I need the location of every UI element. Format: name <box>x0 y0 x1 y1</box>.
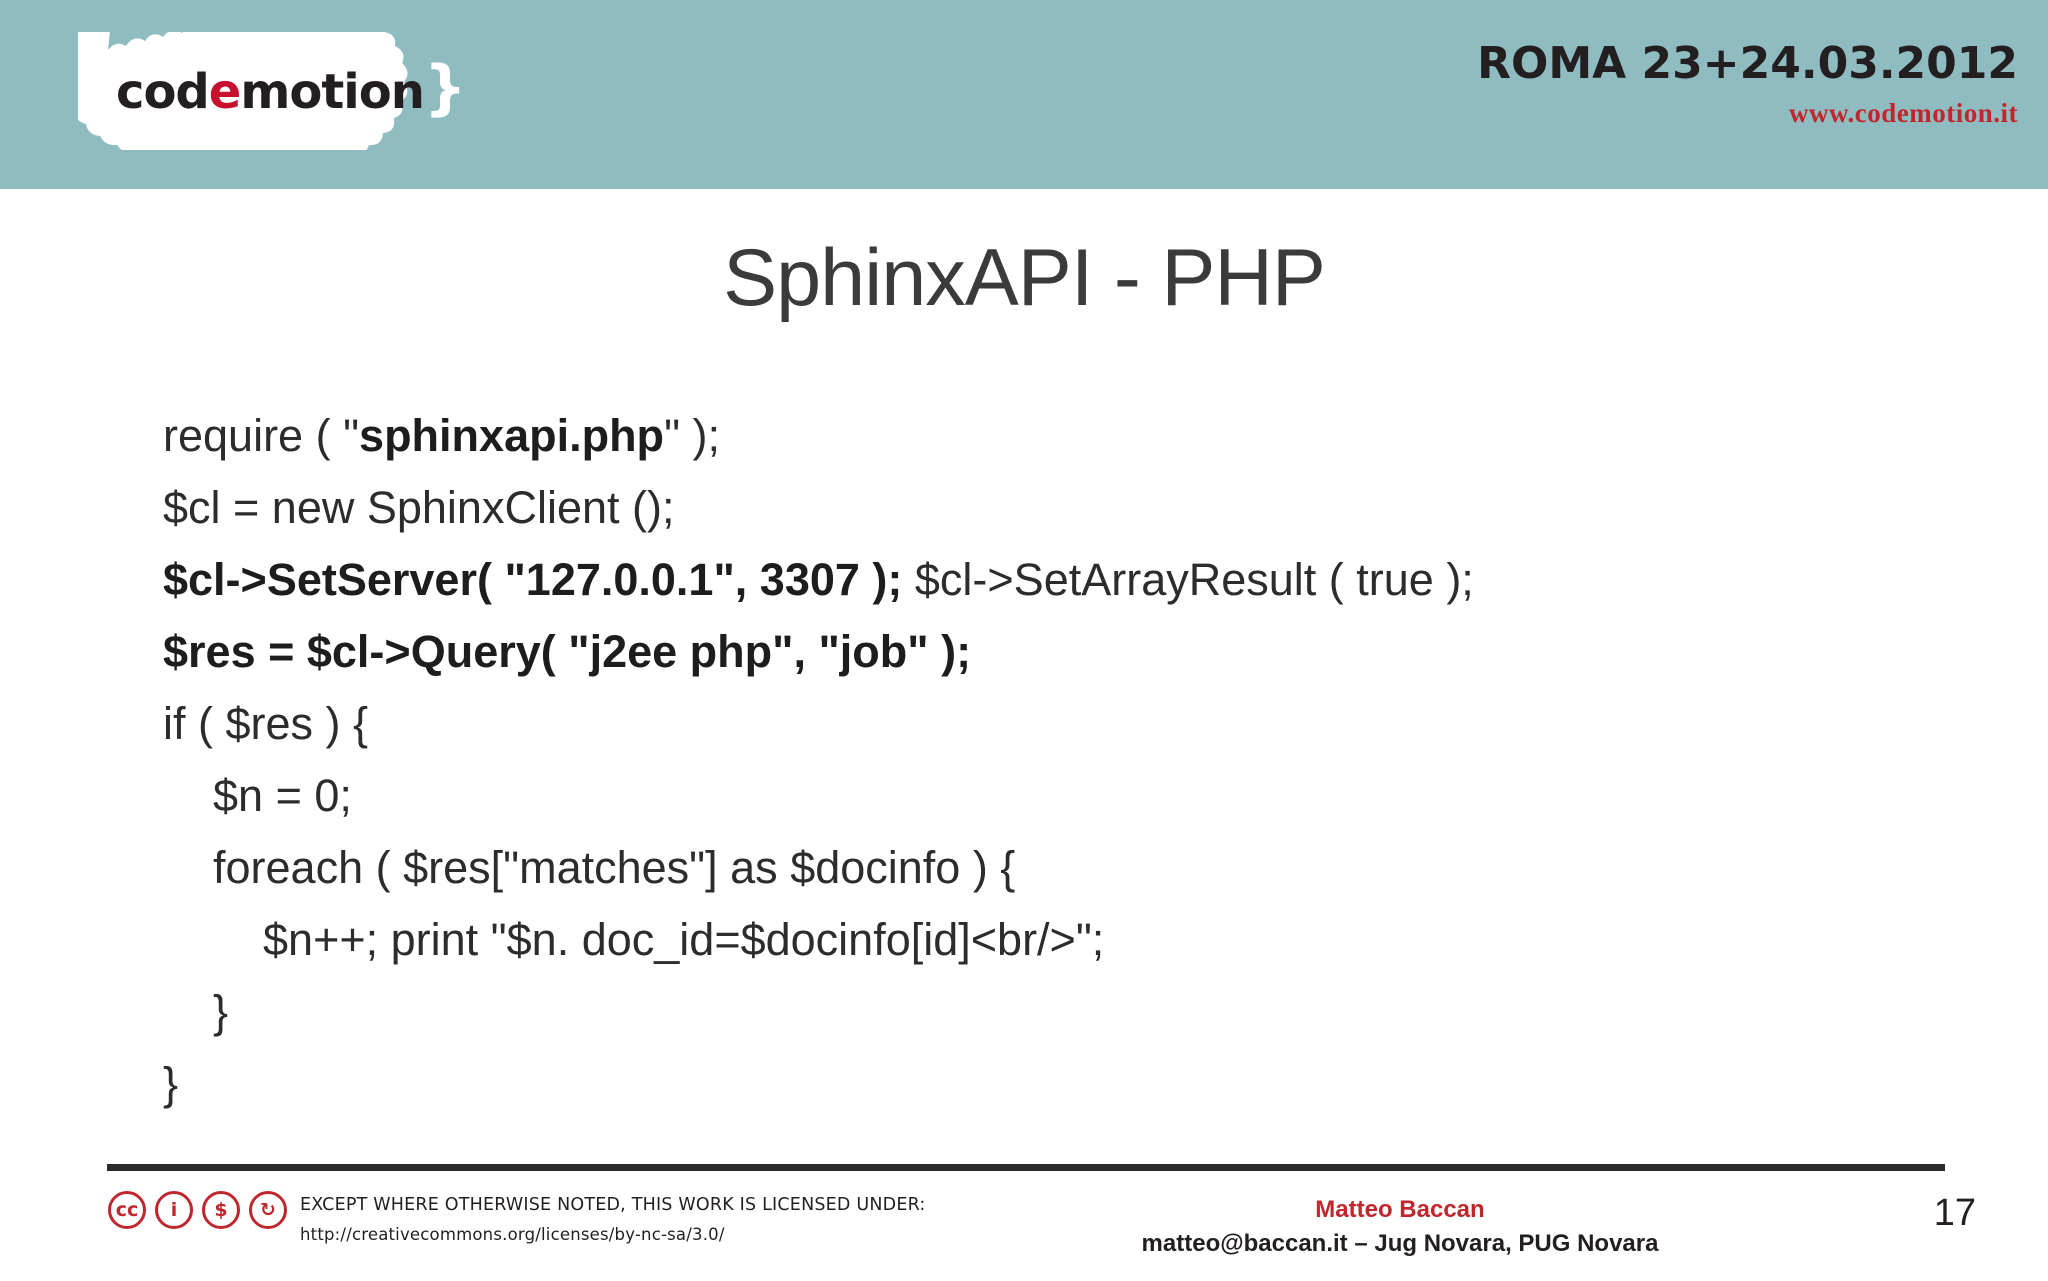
code-text-bold: $cl->SetServer( "127.0.0.1", 3307 ); <box>163 554 903 605</box>
creative-commons-icons <box>108 1191 287 1229</box>
code-line <box>163 760 1983 832</box>
cc-sa-icon: ↻ <box>249 1191 287 1229</box>
event-website-link[interactable]: www.codemotion.it <box>1789 98 2018 128</box>
license-line-1: EXCEPT WHERE OTHERWISE NOTED, THIS WORK IS LICENSED UNDER: <box>300 1195 926 1215</box>
code-line <box>163 1048 1983 1120</box>
author-contact: matteo@baccan.it – Jug Novara, PUG Novara <box>1141 1230 1659 1257</box>
code-line <box>163 544 1983 616</box>
code-listing <box>163 400 1983 1120</box>
code-text: $n = 0; <box>163 770 352 821</box>
code-text: } <box>163 986 229 1037</box>
code-text-bold: $res = $cl->Query( "j2ee php", "job" ); <box>163 626 972 677</box>
page-number: 17 <box>1933 1192 1976 1234</box>
code-text: $n++; print "$n. doc_id=$docinfo[id]<br/>"; <box>163 914 1105 965</box>
logo-wordmark <box>116 53 466 123</box>
author-block <box>1050 1194 1750 1260</box>
cc-by-icon: i <box>155 1191 193 1229</box>
code-line <box>163 904 1983 976</box>
event-location-date: ROMA 23+24.03.2012 <box>1477 38 2018 89</box>
code-text: foreach ( $res["matches"] as $docinfo ) { <box>163 842 1016 893</box>
slide-header <box>0 0 2048 191</box>
code-text: " ); <box>664 410 721 461</box>
header-event-info <box>1477 38 2018 129</box>
page-title: SphinxAPI - PHP <box>723 233 1325 323</box>
footer-divider <box>107 1164 1945 1171</box>
codemotion-logo <box>78 32 468 150</box>
logo-brace: } <box>423 53 466 123</box>
code-text: require ( " <box>163 410 360 461</box>
license-line-2[interactable]: http://creativecommons.org/licenses/by-nc-sa/3.0/ <box>300 1225 725 1244</box>
code-line <box>163 832 1983 904</box>
logo-text-part2: e <box>208 64 241 120</box>
code-text: $cl->SetArrayResult ( true ); <box>902 554 1474 605</box>
code-line <box>163 688 1983 760</box>
header-divider <box>0 189 2048 193</box>
author-name: Matteo Baccan <box>1315 1196 1485 1223</box>
code-text: $cl = new SphinxClient (); <box>163 482 675 533</box>
code-line <box>163 616 1983 688</box>
cc-nc-icon: $ <box>202 1191 240 1229</box>
code-text: if ( $res ) { <box>163 698 369 749</box>
code-text: } <box>163 1058 179 1109</box>
code-line <box>163 400 1983 472</box>
code-line <box>163 976 1983 1048</box>
code-line <box>163 472 1983 544</box>
cc-cc-icon: cc <box>108 1191 146 1229</box>
logo-text-part1: cod <box>116 64 209 120</box>
code-text-bold: sphinxapi.php <box>359 410 665 461</box>
license-notice <box>300 1190 926 1250</box>
logo-text-part3: motion <box>240 64 424 120</box>
